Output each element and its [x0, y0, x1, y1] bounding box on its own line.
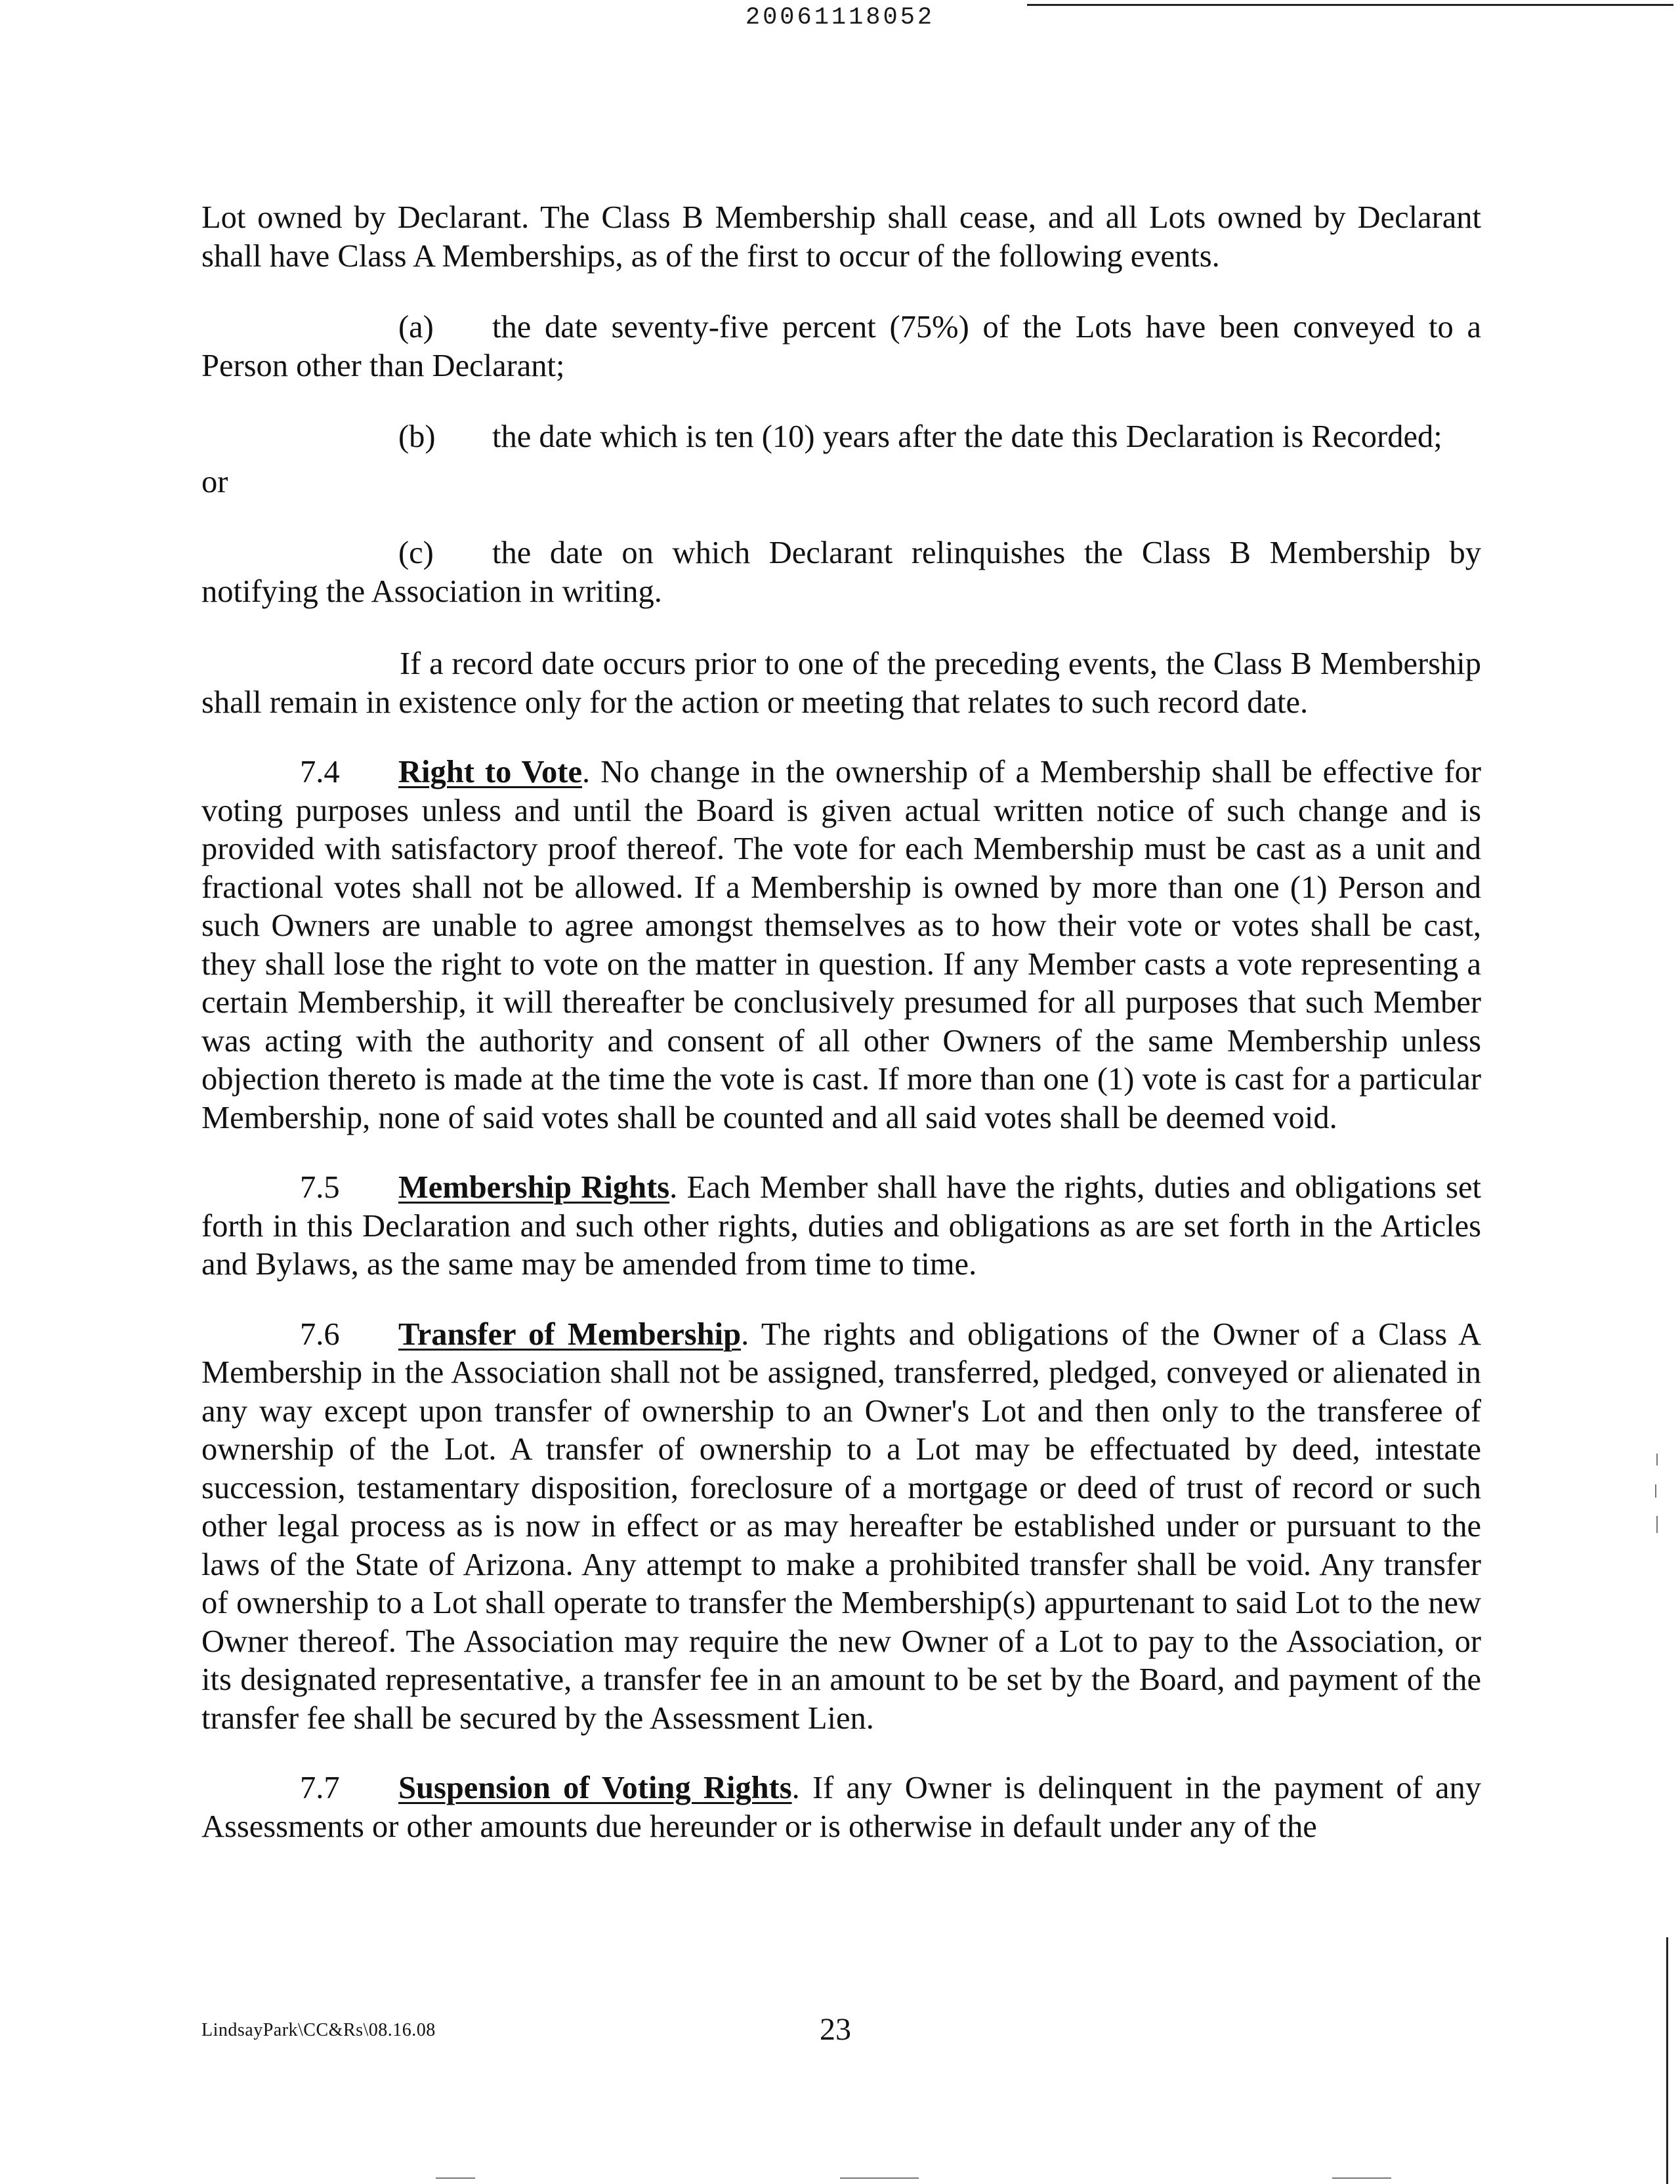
section-text: If any Owner is delinquent in the payment of any Assessments or other amounts due hereunder or is otherwise in default under any of the [201, 1771, 1482, 1844]
section-number: 7.5 [300, 1170, 340, 1205]
section-number: 7.7 [300, 1771, 340, 1805]
event-marker: (a) [398, 310, 434, 345]
section-text: The rights and obligations of the Owner of a Class A Membership in the Association shall not be assigned, transferred, pledged, conveyed or alienated in any way except upon transfer of ownership to an Owner's Lot and then only to the transferee of ownership of the Lot. A transfer of ownership to a Lot may be effectuated by deed, intestate succession, testamentary disposition, foreclosure of a mortgage or deed of trust of record or such other legal process as is now in effect or as may hereafter be established under or pursuant to the laws of the State of Arizona. Any attempt to make a prohibited transfer shall be void. Any transfer of ownership to a Lot shall operate to transfer the Membership(s) appurtenant to said Lot to the new Owner thereof. The Association may require the new Owner of a Lot to pay to the Association, or its designated representative, a transfer fee in an amount to be set by the Board, and payment of the transfer fee shall be secured by the Assessment Lien. [201, 1316, 1481, 1736]
section-heading: Right to Vote [398, 755, 582, 789]
event-text: the date seventy-five percent (75%) of the Lots have been conveyed to a Person other than Declarant; [201, 310, 1481, 383]
section-text: Each Member shall have the rights, duties and obligations set forth in this Declaration and such other rights, duties and obligations as are set forth in the Articles and Bylaws, as the same may be amended from time to time. [201, 1170, 1482, 1282]
event-c [201, 534, 1481, 611]
scan-speck [840, 2177, 919, 2179]
page-number: 23 [820, 2012, 851, 2047]
scan-speck [1655, 1484, 1656, 1498]
recording-number: 20061118052 [745, 4, 935, 32]
event-text: the date on which Declarant relinquishes the Class B Membership by notifying the Association in writing. [201, 536, 1481, 609]
section-text: No change in the ownership of a Membership shall be effective for voting purposes unless and until the Board is given actual written notice of such change and is provided with satisfactory proof thereof. The vote for each Membership must be cast as a unit and fractional votes shall not be allowed. If a Membership is owned by more than one (1) Person and such Owners are unable to agree amongst themselves as to how their vote or votes shall be cast, they shall lose the right to vote on the matter in question. If any Member casts a vote representing a certain Membership, it will thereafter be conclusively presumed for all purposes that such Member was acting with the authority and consent of all other Owners of the same Membership unless objection thereto is made at the time the vote is cast. If more than one (1) vote is cast for a particular Membership, none of said votes shall be counted and all said votes shall be deemed void. [201, 755, 1481, 1135]
scan-speck [1656, 1516, 1658, 1533]
section-7-5: 7.5 Membership Rights. Each Member shall have the rights, duties and obligations set forth in this Declaration and such other rights, duties and obligations as are set forth in the Articles and Bylaws, as the same may be amended from time to time. [201, 1170, 1482, 1282]
section-7-6: 7.6 Transfer of Membership. The rights and obligations of the Owner of a Class A Membership in the Association shall not be assigned, transferred, pledged, conveyed or alienated in any way except upon transfer of ownership to an Owner's Lot and then only to the transferee of ownership of the Lot. A transfer of ownership to a Lot may be effectuated by deed, intestate succession, testamentary disposition, foreclosure of a mortgage or deed of trust of record or such other legal process as is now in effect or as may hereafter be established under or pursuant to the laws of the State of Arizona. Any attempt to make a prohibited transfer shall be void. Any transfer of ownership to a Lot shall operate to transfer the Membership(s) appurtenant to said Lot to the new Owner thereof. The Association may require the new Owner of a Lot to pay to the Association, or its designated representative, a transfer fee in an amount to be set by the Board, and payment of the transfer fee shall be secured by the Assessment Lien. [201, 1316, 1481, 1736]
event-b [201, 418, 1481, 501]
section-number: 7.6 [300, 1316, 340, 1352]
scan-speck [1332, 2177, 1391, 2179]
file-reference: LindsayPark\CC&Rs\08.16.08 [201, 2020, 436, 2040]
event-text: the date which is ten (10) years after the date this Declaration is Recorded; [492, 419, 1442, 454]
section-7-7: 7.7 Suspension of Voting Rights. If any Owner is delinquent in the payment of any Assessments or other amounts due hereunder or is otherwise in default under any of the [201, 1771, 1482, 1844]
section-heading: Membership Rights [398, 1170, 670, 1205]
event-conjunction: or [201, 464, 228, 499]
event-marker: (c) [398, 536, 434, 570]
section-number: 7.4 [300, 755, 340, 789]
section-heading: Suspension of Voting Rights [398, 1771, 792, 1805]
section-7-4: 7.4 Right to Vote. No change in the ownership of a Membership shall be effective for voting purposes unless and until the Board is given actual written notice of such change and is provided with satisfactory proof thereof. The vote for each Membership must be cast as a unit and fractional votes shall not be allowed. If a Membership is owned by more than one (1) Person and such Owners are unable to agree amongst themselves as to how their vote or votes shall be cast, they shall lose the right to vote on the matter in question. If any Member casts a vote representing a certain Membership, it will thereafter be conclusively presumed for all purposes that such Member was acting with the authority and consent of all other Owners of the same Membership unless objection thereto is made at the time the vote is cast. If more than one (1) vote is cast for a particular Membership, none of said votes shall be counted and all said votes shall be deemed void. [201, 755, 1481, 1135]
scan-edge-line [1666, 1937, 1668, 2184]
scan-speck [1656, 1454, 1658, 1465]
section-heading: Transfer of Membership [398, 1316, 742, 1352]
scan-speck [436, 2177, 475, 2179]
event-a [201, 308, 1481, 385]
event-marker: (b) [398, 419, 436, 454]
document-body [201, 199, 1481, 1846]
record-date-paragraph: If a record date occurs prior to one of the preceding events, the Class B Membership shall remain in existence only for the action or meeting that relates to such record date. [201, 646, 1481, 720]
intro-paragraph: Lot owned by Declarant. The Class B Membership shall cease, and all Lots owned by Declarant shall have Class A Memberships, as of the first to occur of the following events. [201, 200, 1481, 274]
